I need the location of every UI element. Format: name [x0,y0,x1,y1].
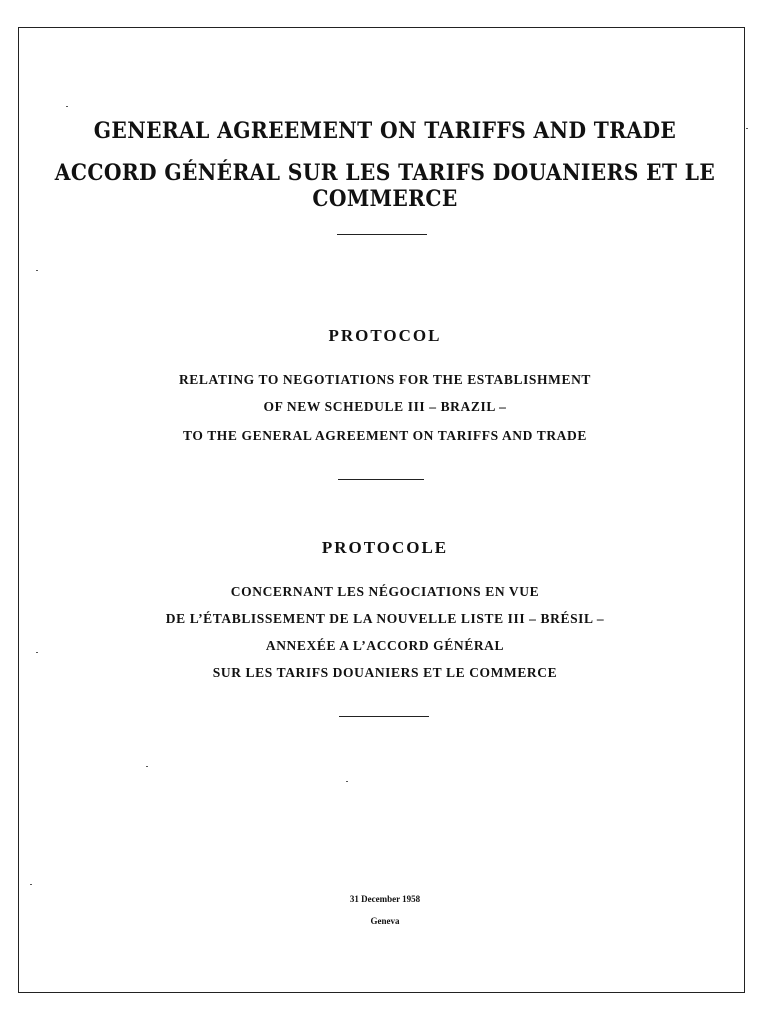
protocol-subtitle-english-line: OF NEW SCHEDULE III – BRAZIL – [263,399,507,414]
document-place: Geneva [370,916,400,926]
title-french: ACCORD GÉNÉRAL SUR LES TARIFS DOUANIERS ET LE COMMERCE [54,160,716,212]
divider-rule [338,479,424,480]
scan-speck [146,766,148,767]
scan-speck [746,128,748,129]
document-date: 31 December 1958 [349,894,421,904]
protocol-heading-french: PROTOCOLE [321,538,449,557]
protocol-subtitle-french-line: SUR LES TARIFS DOUANIERS ET LE COMMERCE [212,665,558,680]
title-english: GENERAL AGREEMENT ON TARIFFS AND TRADE [93,118,677,144]
scan-speck [66,106,68,107]
protocol-subtitle-french-line: CONCERNANT LES NÉGOCIATIONS EN VUE [230,584,540,599]
protocol-subtitle-french-line: ANNEXÉE A L’ACCORD GÉNÉRAL [265,638,505,653]
protocol-heading-english: PROTOCOL [328,326,442,345]
scan-speck [36,270,38,271]
divider-rule [339,716,429,717]
scan-speck [30,884,32,885]
protocol-subtitle-english-line: TO THE GENERAL AGREEMENT ON TARIFFS AND TRADE [183,428,587,443]
divider-rule [337,234,427,235]
protocol-subtitle-english-line: RELATING TO NEGOTIATIONS FOR THE ESTABLISHMENT [178,372,592,387]
scan-speck [36,652,38,653]
protocol-subtitle-french-line: DE L’ÉTABLISSEMENT DE LA NOUVELLE LISTE III – BRÉSIL – [165,611,605,626]
scan-speck [346,781,348,782]
